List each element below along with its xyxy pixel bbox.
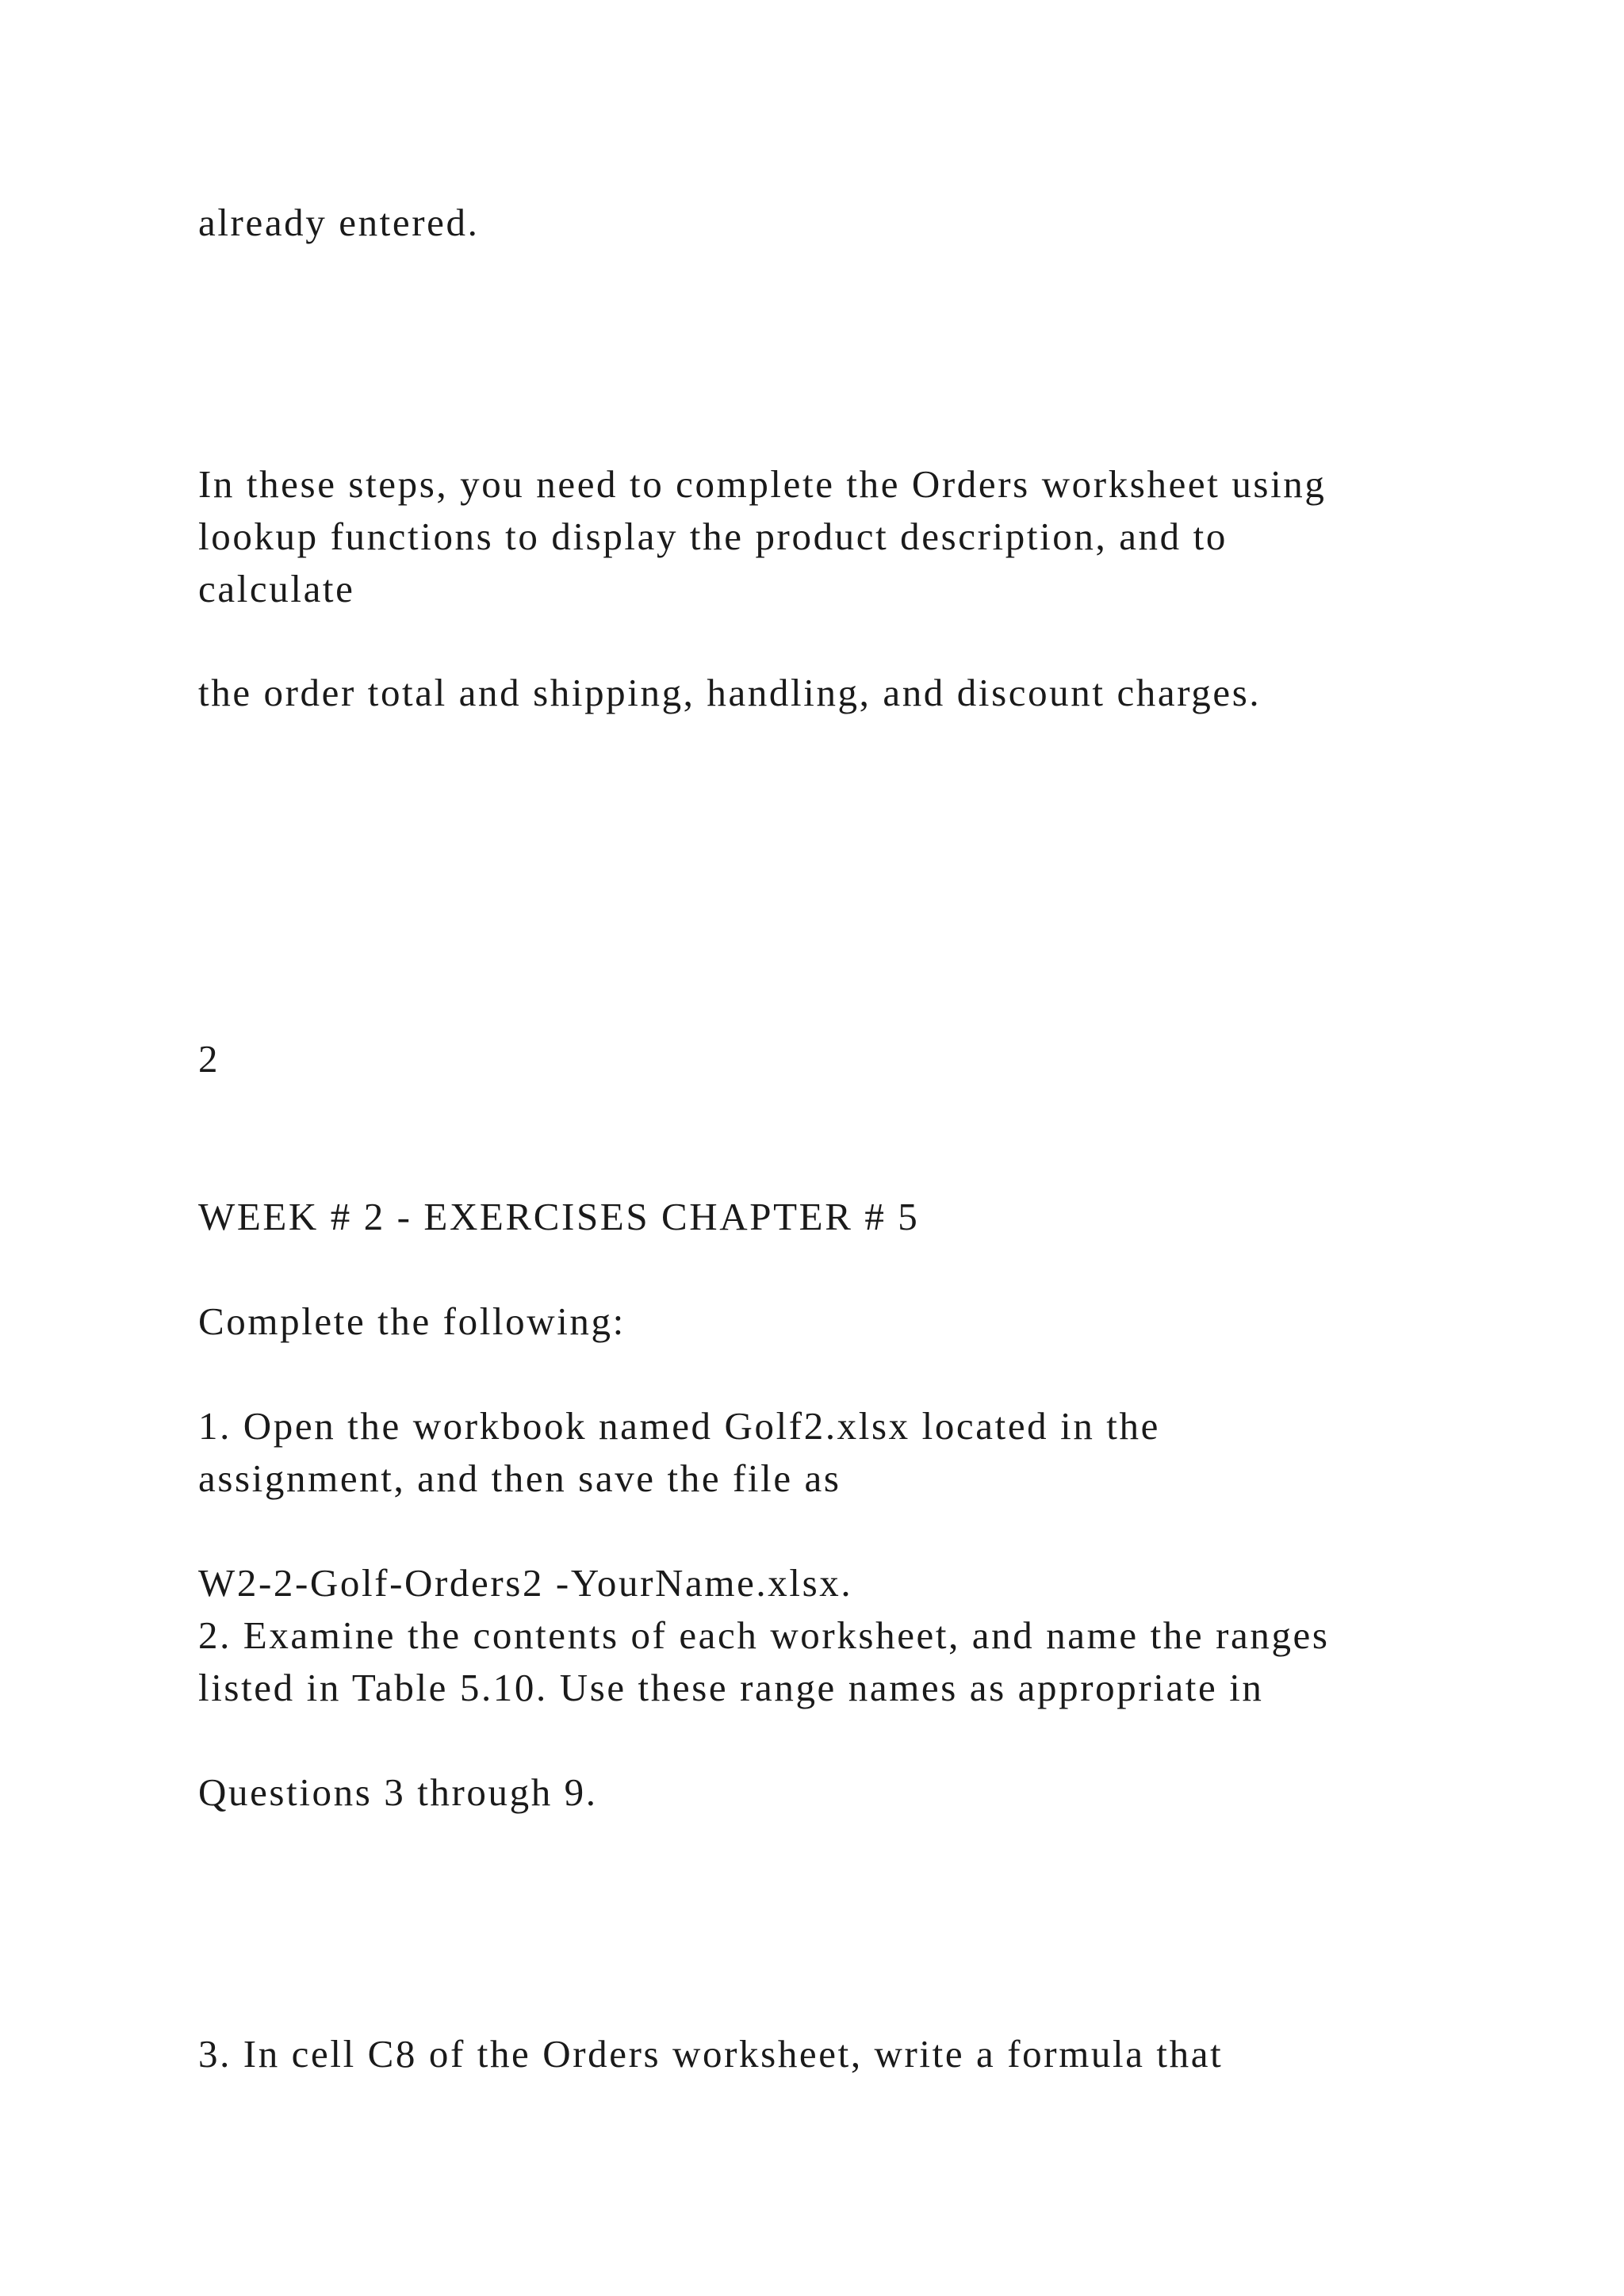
list-item-line: assignment, and then save the file as xyxy=(198,1456,841,1500)
page-number: 2 xyxy=(198,1037,220,1081)
list-item-line: listed in Table 5.10. Use these range names as appropriate in xyxy=(198,1666,1264,1709)
list-item-line: 3. In cell C8 of the Orders worksheet, write a formula that xyxy=(198,2032,1224,2076)
section-heading: WEEK # 2 - EXERCISES CHAPTER # 5 xyxy=(198,1195,920,1238)
list-item-line: W2-2-Golf-Orders2 -YourName.xlsx. xyxy=(198,1561,853,1605)
list-item-line: Questions 3 through 9. xyxy=(198,1770,598,1814)
paragraph-line: the order total and shipping, handling, and discount charges. xyxy=(198,671,1262,714)
paragraph-line: In these steps, you need to complete the Orders worksheet using xyxy=(198,462,1327,506)
paragraph-line: Complete the following: xyxy=(198,1299,626,1343)
paragraph-line: already entered. xyxy=(198,201,480,244)
list-item-line: 1. Open the workbook named Golf2.xlsx located in the xyxy=(198,1404,1160,1448)
paragraph-line: lookup functions to display the product description, and to xyxy=(198,515,1228,558)
paragraph-line: calculate xyxy=(198,567,355,610)
list-item-line: 2. Examine the contents of each worksheet, and name the ranges xyxy=(198,1613,1330,1657)
